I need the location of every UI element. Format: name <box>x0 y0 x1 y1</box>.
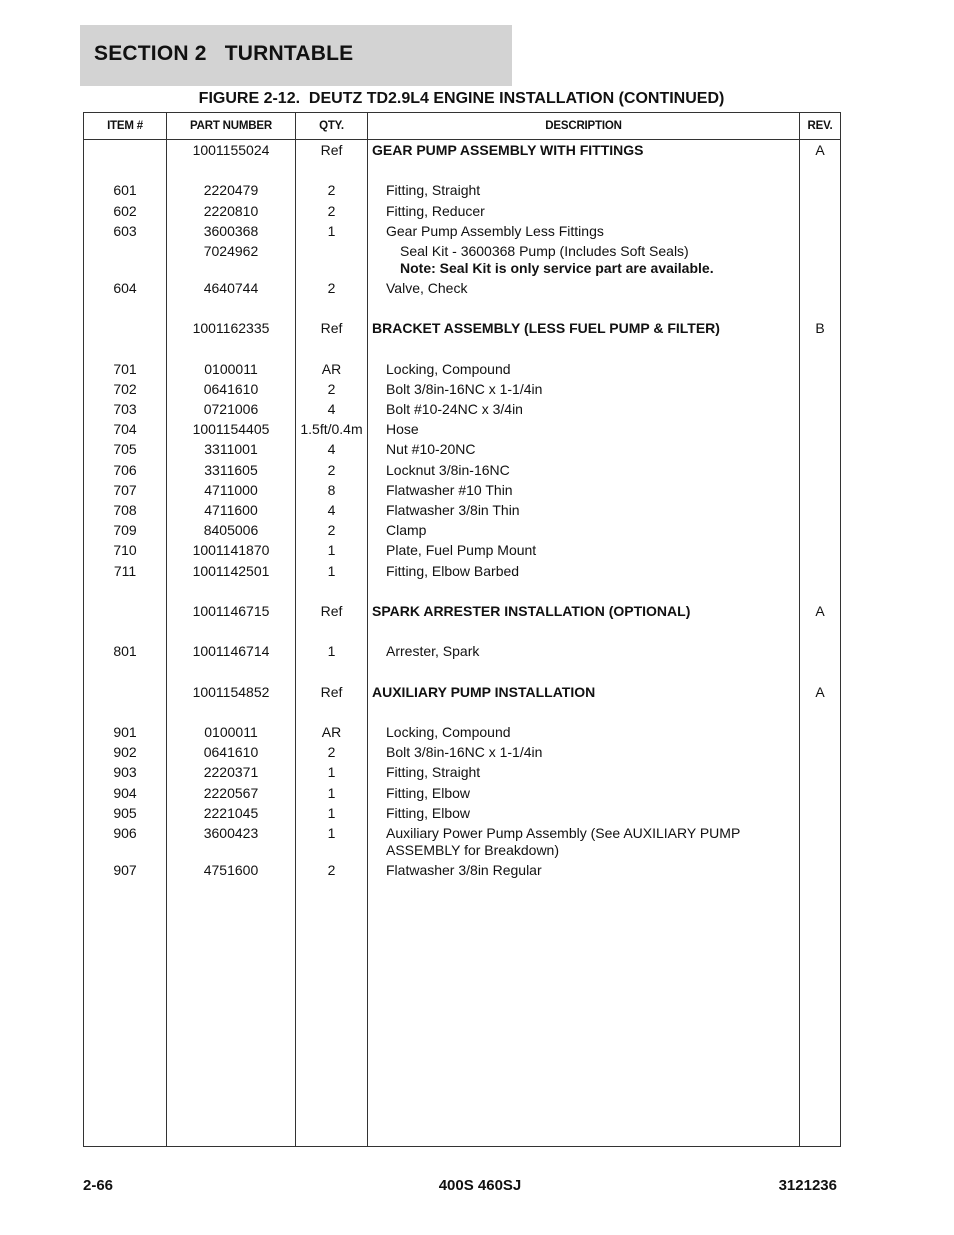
description <box>372 421 806 438</box>
description-text: Gear Pump Assembly Less Fittings <box>386 222 604 239</box>
section-title: SECTION 2 TURNTABLE <box>94 42 354 65</box>
quantity: 1 <box>327 764 336 781</box>
description <box>372 563 806 580</box>
description <box>372 482 806 499</box>
item-number: 907 <box>113 862 137 878</box>
quantity: Ref <box>320 320 343 337</box>
item-number: 901 <box>113 724 137 741</box>
description-text: Auxiliary Power Pump Assembly (See AUXILIARY PUMP <box>386 825 741 841</box>
item-number: 701 <box>113 360 137 377</box>
item-number: 903 <box>113 764 137 781</box>
service-note: Note: Seal Kit is only service part are available. <box>400 259 714 276</box>
item-number: 706 <box>113 461 137 478</box>
table-row <box>84 500 840 520</box>
quantity: Ref <box>320 142 343 158</box>
quantity: 2 <box>327 522 336 539</box>
description <box>372 223 806 240</box>
description-text: GEAR PUMP ASSEMBLY WITH FITTINGS <box>372 142 644 158</box>
item-number: 707 <box>113 481 137 498</box>
description-text: Locking, Compound <box>386 360 511 377</box>
footer-doc-number: 3121236 <box>778 1177 837 1194</box>
description <box>372 542 806 559</box>
description-text: Fitting, Reducer <box>386 202 485 219</box>
revision: A <box>815 142 825 158</box>
description-text: Hose <box>386 421 419 438</box>
part-number: 1001146715 <box>192 602 270 619</box>
description <box>372 462 806 479</box>
table-row <box>84 742 840 762</box>
item-number: 902 <box>113 744 137 761</box>
table-row <box>84 520 840 540</box>
header-item: ITEM # <box>107 120 143 132</box>
description-text: Fitting, Elbow <box>386 804 471 821</box>
part-number: 2220479 <box>203 182 259 199</box>
description <box>372 724 806 741</box>
quantity: 1 <box>327 825 336 841</box>
part-number: 1001141870 <box>192 542 270 559</box>
spacer-row <box>84 662 840 682</box>
description-text: Clamp <box>386 522 427 539</box>
spacer-row <box>84 160 840 180</box>
description-text: Locknut 3/8in-16NC <box>386 461 510 478</box>
item-number: 705 <box>113 441 137 458</box>
item-number: 702 <box>113 380 137 397</box>
header-description: DESCRIPTION <box>545 120 622 132</box>
table-row <box>84 641 840 661</box>
section-banner <box>80 25 512 86</box>
part-number: 3311001 <box>204 441 258 458</box>
header-part-number: PART NUMBER <box>190 120 272 132</box>
description-text: Locking, Compound <box>386 724 511 741</box>
description <box>372 280 806 297</box>
description-text: Bolt #10-24NC x 3/4in <box>386 401 523 418</box>
part-number: 4751600 <box>203 862 259 878</box>
quantity: AR <box>321 724 342 741</box>
assembly-row <box>84 318 840 338</box>
description <box>372 744 806 761</box>
part-number: 3600423 <box>203 825 259 841</box>
table-row <box>84 540 840 560</box>
description-text: Fitting, Elbow Barbed <box>386 562 520 579</box>
description <box>372 203 806 220</box>
table-row <box>84 480 840 500</box>
description-text: Flatwasher 3/8in Regular <box>386 862 542 878</box>
quantity: 8 <box>327 481 336 498</box>
part-number: 1001154852 <box>192 683 270 700</box>
table-row <box>84 439 840 459</box>
footer-page-number: 2-66 <box>83 1177 114 1194</box>
spacer-row <box>84 581 840 601</box>
description <box>372 825 806 859</box>
description-text: Seal Kit - 3600368 Pump (Includes Soft Seals) <box>400 242 689 259</box>
item-number: 704 <box>113 421 137 438</box>
item-number: 904 <box>113 784 137 801</box>
description-continuation: ASSEMBLY for Breakdown) <box>386 842 560 858</box>
quantity: 1.5ft/0.4m <box>300 421 363 438</box>
quantity: 1 <box>327 784 336 801</box>
part-number: 0100011 <box>204 724 258 741</box>
header-rev: REV. <box>807 120 833 132</box>
description <box>372 764 806 781</box>
description <box>372 862 806 879</box>
table-body <box>84 140 840 880</box>
part-number: 4711600 <box>204 502 258 518</box>
table-row <box>84 180 840 200</box>
spacer-row <box>84 298 840 318</box>
part-number: 0100011 <box>204 360 258 377</box>
part-number: 1001155024 <box>192 142 270 158</box>
part-number: 1001154405 <box>192 421 270 438</box>
description-text: Bolt 3/8in-16NC x 1-1/4in <box>386 380 543 397</box>
revision: A <box>815 683 825 700</box>
quantity: 4 <box>327 441 336 458</box>
quantity: 4 <box>327 401 336 418</box>
table-row <box>84 722 840 742</box>
quantity: 2 <box>327 744 336 761</box>
footer-model: 400S 460SJ <box>438 1177 522 1194</box>
part-number: 3600368 <box>203 222 259 239</box>
part-number: 0641610 <box>203 744 259 761</box>
table-row <box>84 399 840 419</box>
description <box>372 502 806 519</box>
quantity: AR <box>321 360 342 377</box>
item-number: 711 <box>113 562 137 579</box>
description-text: BRACKET ASSEMBLY (LESS FUEL PUMP & FILTER) <box>372 320 720 337</box>
description-text: Fitting, Elbow <box>386 784 471 801</box>
quantity: 1 <box>327 542 336 559</box>
description-text: Flatwasher 3/8in Thin <box>386 502 520 518</box>
table-row <box>84 379 840 399</box>
table-row <box>84 221 840 241</box>
quantity: 1 <box>327 643 336 660</box>
part-number: 1001142501 <box>192 562 270 579</box>
part-number: 8405006 <box>203 522 259 539</box>
part-number: 2220567 <box>203 784 259 801</box>
quantity: 4 <box>327 502 336 518</box>
description-text: Nut #10-20NC <box>386 441 476 458</box>
table-row <box>84 201 840 221</box>
table-row <box>84 783 840 803</box>
description-text: Flatwasher #10 Thin <box>386 481 513 498</box>
table-row <box>84 359 840 379</box>
description <box>372 785 806 802</box>
quantity: 2 <box>327 279 336 296</box>
item-number: 603 <box>113 222 137 239</box>
header-qty: QTY. <box>319 120 344 132</box>
spacer-row <box>84 621 840 641</box>
item-number: 703 <box>113 401 137 418</box>
quantity: 1 <box>327 562 336 579</box>
quantity: 2 <box>327 202 336 219</box>
description-text: Bolt 3/8in-16NC x 1-1/4in <box>386 744 543 761</box>
description <box>372 401 806 418</box>
part-number: 0641610 <box>203 380 259 397</box>
description-text: Valve, Check <box>386 279 468 296</box>
description <box>372 643 806 660</box>
description-text: Arrester, Spark <box>386 643 480 660</box>
revision: A <box>815 602 825 619</box>
description-text: Fitting, Straight <box>386 182 481 199</box>
part-number: 2220371 <box>203 764 259 781</box>
item-number: 905 <box>113 804 137 821</box>
part-number: 1001162335 <box>192 320 270 337</box>
item-number: 602 <box>113 202 137 219</box>
description <box>372 361 806 378</box>
table-row <box>84 241 840 278</box>
table-row <box>84 823 840 860</box>
assembly-row <box>84 682 840 702</box>
figure-title: FIGURE 2-12. DEUTZ TD2.9L4 ENGINE INSTALLATION (CONTINUED) <box>198 90 725 107</box>
item-number: 710 <box>113 542 137 559</box>
part-number: 3311605 <box>204 461 258 478</box>
part-number: 4640744 <box>203 279 259 296</box>
quantity: Ref <box>320 602 343 619</box>
table-row <box>84 762 840 782</box>
description <box>372 684 792 701</box>
description-text: Plate, Fuel Pump Mount <box>386 542 537 559</box>
part-number: 2220810 <box>203 202 259 219</box>
quantity: 2 <box>327 380 336 397</box>
item-number: 708 <box>113 502 137 518</box>
parts-table <box>83 112 841 1147</box>
quantity: Ref <box>320 683 343 700</box>
table-row <box>84 860 840 880</box>
assembly-row <box>84 140 840 160</box>
description <box>372 381 806 398</box>
item-number: 601 <box>113 182 137 199</box>
item-number: 709 <box>113 522 137 539</box>
spacer-row <box>84 702 840 722</box>
part-number: 2221045 <box>203 804 259 821</box>
quantity: 1 <box>327 222 336 239</box>
description <box>372 603 792 620</box>
description-text: AUXILIARY PUMP INSTALLATION <box>372 683 596 700</box>
revision: B <box>815 320 825 337</box>
quantity: 2 <box>327 862 336 878</box>
item-number: 801 <box>113 643 137 660</box>
quantity: 2 <box>327 461 336 478</box>
description <box>372 441 806 458</box>
table-row <box>84 803 840 823</box>
description-text: Fitting, Straight <box>386 764 481 781</box>
description <box>372 243 820 277</box>
table-row <box>84 419 840 439</box>
description <box>372 320 792 337</box>
quantity: 2 <box>327 182 336 199</box>
table-row <box>84 278 840 298</box>
quantity: 1 <box>327 804 336 821</box>
item-number: 906 <box>113 825 137 841</box>
description-text: SPARK ARRESTER INSTALLATION (OPTIONAL) <box>372 602 691 619</box>
part-number: 4711000 <box>204 481 258 498</box>
description <box>372 522 806 539</box>
spacer-row <box>84 339 840 359</box>
part-number: 0721006 <box>203 401 259 418</box>
assembly-row <box>84 601 840 621</box>
description <box>372 805 806 822</box>
part-number: 1001146714 <box>192 643 270 660</box>
table-row <box>84 561 840 581</box>
item-number: 604 <box>113 279 137 296</box>
description <box>372 182 806 199</box>
table-row <box>84 460 840 480</box>
description <box>372 142 792 159</box>
part-number: 7024962 <box>203 242 259 259</box>
